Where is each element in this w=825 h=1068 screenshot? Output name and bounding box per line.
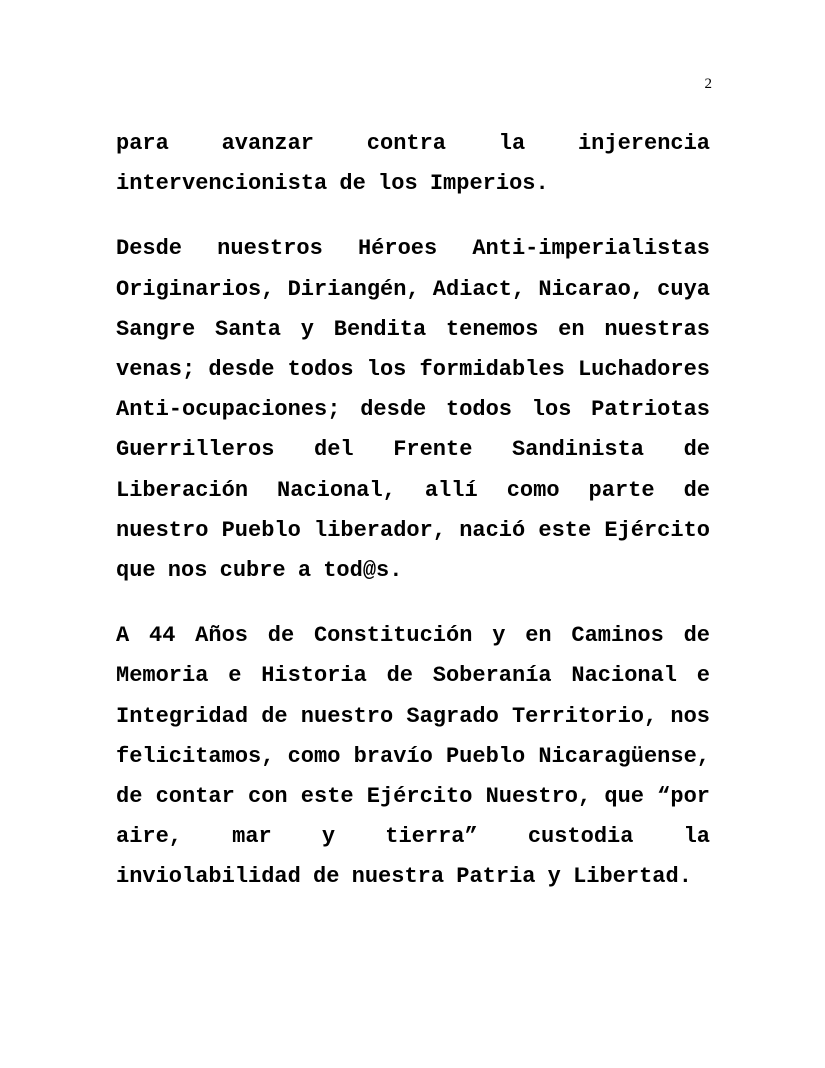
paragraph-2: Desde nuestros Héroes Anti-imperialistas Originarios, Diriangén, Adiact, Nicarao, cuya Sangre Santa y Bendita tenemos en nuestras venas; desde todos los formidables Luchadores Anti-ocupaciones; desde todos los Patriotas Guerrilleros del Frente Sandinista de Liberación Nacional, allí como parte de nuestro Pueblo liberador, nació este Ejército que nos cubre a tod@s. [116,236,710,584]
page-number: 2 [704,76,712,92]
paragraph-3: A 44 Años de Constitución y en Caminos de Memoria e Historia de Soberanía Nacional e Integridad de nuestro Sagrado Territorio, nos felicitamos, como bravío Pueblo Nicaragüense, de contar con este Ejército Nuestro, que “por aire, mar y tierra” custodia la inviolabilidad de nuestra Patria y Libertad. [116,623,710,890]
paragraph-1: para avanzar contra la injerencia intervencionista de los Imperios. [116,131,710,197]
document-body [116,124,710,923]
